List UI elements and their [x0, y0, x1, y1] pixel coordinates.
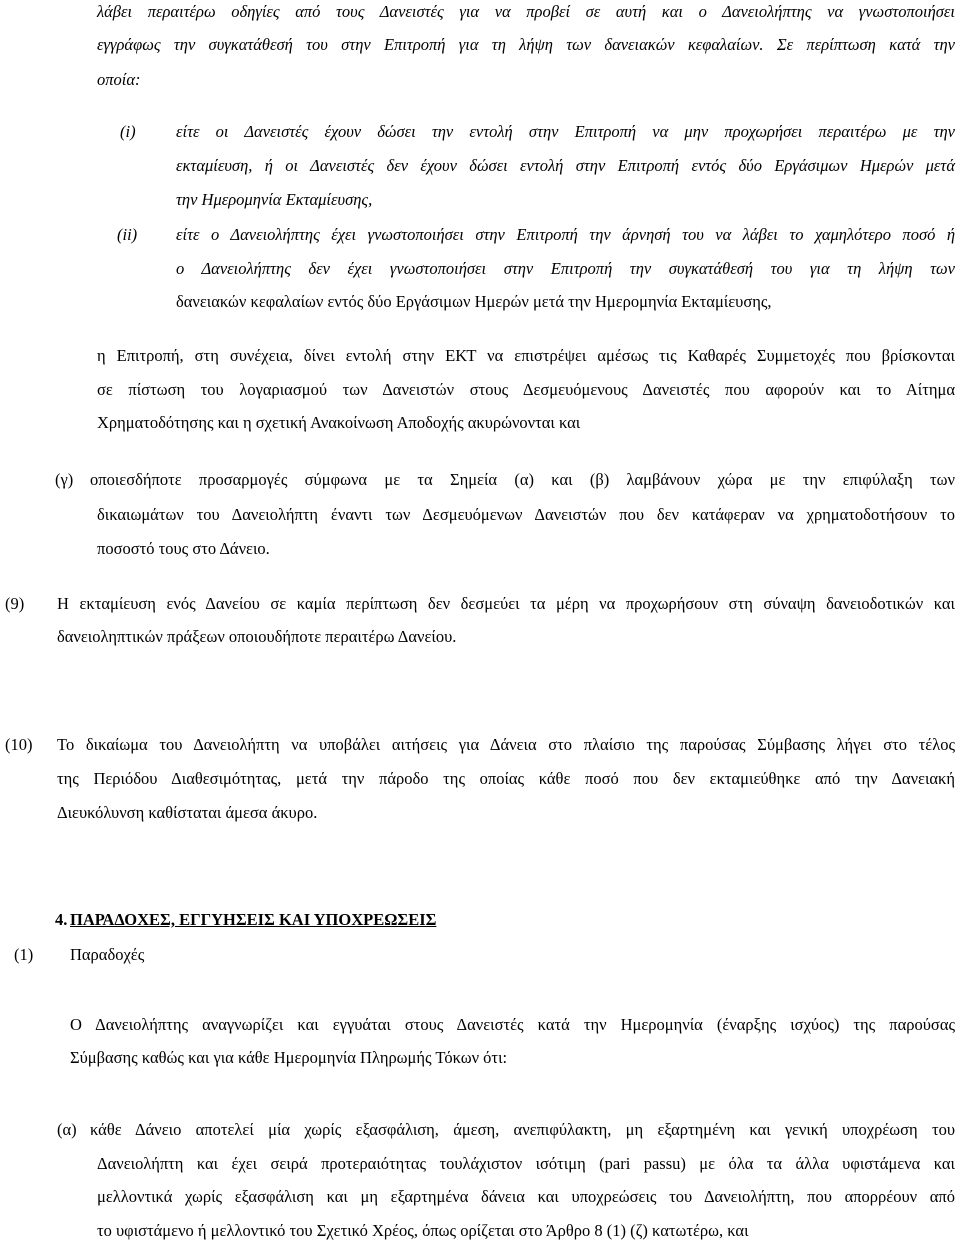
para-10-line: Το δικαίωμα του Δανειολήπτη να υποβάλει αιτήσεις για Δάνεια στο πλαίσιο της παρούσας Σύμβασης λήγει στο τέλος: [57, 735, 955, 754]
item-gamma-line: δικαιωμάτων του Δανειολήπτη έναντι των Δεσμευόμενων Δανειστών που δεν κατάφεραν να χρηματοδοτήσουν το: [97, 505, 955, 524]
consequence-line: σε πίστωση του λογαριασμού των Δανειστών στους Δεσμευόμενους Δανειστές που αφορούν και το Αίτημα: [97, 380, 955, 399]
para-10-line: Διευκόλυνση καθίσταται άμεσα άκυρο.: [57, 803, 318, 822]
item-ii-line: δανειακών κεφαλαίων εντός δύο Εργάσιμων Ημερών μετά την Ημερομηνία Εκταμίευσης,: [176, 292, 772, 311]
intro-line: λάβει περαιτέρω οδηγίες από τους Δανειστές για να προβεί σε αυτή και ο Δανειολήπτης να γνωστοποιήσει: [97, 2, 955, 21]
para-9-line: δανειοληπτικών πράξεων οποιουδήποτε περαιτέρω Δανείου.: [57, 627, 457, 646]
para-9-line: Η εκταμίευση ενός Δανείου σε καμία περίπτωση δεν δεσμεύει τα μέρη να προχωρήσουν στη σύναψη δανειοδοτικών και: [57, 594, 955, 613]
intro-line: εγγράφως την συγκατάθεσή του στην Επιτροπή για τη λήψη των δανειακών κεφαλαίων. Σε περίπτωση κατά την: [97, 35, 955, 54]
consequence-line: Χρηματοδότησης και η σχετική Ανακοίνωση Αποδοχής ακυρώνονται και: [97, 413, 581, 432]
item-i-line: εκταμίευση, ή οι Δανειστές δεν έχουν δώσει εντολή στην Επιτροπή εντός δύο Εργάσιμων Ημερών μετά: [176, 156, 955, 175]
item-alpha-label: (α): [57, 1120, 77, 1139]
statement-line: Ο Δανειολήπτης αναγνωρίζει και εγγυάται στους Δανειστές κατά την Ημερομηνία (έναρξης ισχύος) της παρούσας: [70, 1015, 955, 1034]
item-gamma-line: οποιεσδήποτε προσαρμογές σύμφωνα με τα Σημεία (α) και (β) λαμβάνουν χώρα με την επιφύλαξη των: [90, 470, 955, 489]
item-gamma-label: (γ): [55, 470, 74, 489]
item-ii-label: (ii): [117, 225, 138, 244]
para-10-line: της Περιόδου Διαθεσιμότητας, μετά την πάροδο της οποίας κάθε ποσό που δεν εκταμιεύθηκε από την Δανειακή: [57, 769, 955, 788]
item-alpha-line: το υφιστάμενο ή μελλοντικό του Σχετικό Χρέος, όπως ορίζεται στο Άρθρο 8 (1) (ζ) κατωτέρω, και: [97, 1221, 749, 1240]
subsection-label: (1): [14, 945, 34, 964]
section-title: ΠΑΡΑΔΟΧΕΣ, ΕΓΓΥΗΣΕΙΣ ΚΑΙ ΥΠΟΧΡΕΩΣΕΙΣ: [70, 910, 437, 929]
para-10-label: (10): [5, 735, 33, 754]
consequence-line: η Επιτροπή, στη συνέχεια, δίνει εντολή στην ΕΚΤ να επιστρέψει αμέσως τις Καθαρές Συμμετοχές που βρίσκονται: [97, 346, 955, 365]
intro-line: οποία:: [97, 70, 141, 89]
item-gamma-line: ποσοστό τους στο Δάνειο.: [97, 539, 270, 558]
item-ii-line: είτε ο Δανειολήπτης έχει γνωστοποιήσει στην Επιτροπή την άρνησή του να λάβει το χαμηλότερο ποσό ή: [176, 225, 955, 244]
item-alpha-line: κάθε Δάνειο αποτελεί μία χωρίς εξασφάλιση, άμεση, ανεπιφύλακτη, μη εξαρτημένη και γενική υποχρέωση του: [90, 1120, 955, 1139]
item-alpha-line: μελλοντικά χωρίς εξασφάλιση και μη εξαρτημένα δάνεια και υποχρεώσεις του Δανειολήπτη, που απορρέουν από: [97, 1187, 955, 1206]
section-number: 4.: [55, 910, 68, 929]
item-alpha-line: Δανειολήπτη και έχει σειρά προτεραιότητας τουλάχιστον ισότιμη (pari passu) με όλα τα άλλα υφιστάμενα και: [97, 1154, 955, 1173]
item-i-line: είτε οι Δανειστές έχουν δώσει την εντολή στην Επιτροπή να μην προχωρήσει περαιτέρω με την: [176, 122, 955, 141]
item-ii-line: ο Δανειολήπτης δεν έχει γνωστοποιήσει στην Επιτροπή την συγκατάθεσή του για τη λήψη των: [176, 259, 955, 278]
statement-line: Σύμβασης καθώς και για κάθε Ημερομηνία Πληρωμής Τόκων ότι:: [70, 1048, 508, 1067]
item-i-label: (i): [120, 122, 136, 141]
subsection-title: Παραδοχές: [70, 945, 145, 964]
item-i-line: την Ημερομηνία Εκταμίευσης,: [176, 190, 373, 209]
para-9-label: (9): [5, 594, 25, 613]
